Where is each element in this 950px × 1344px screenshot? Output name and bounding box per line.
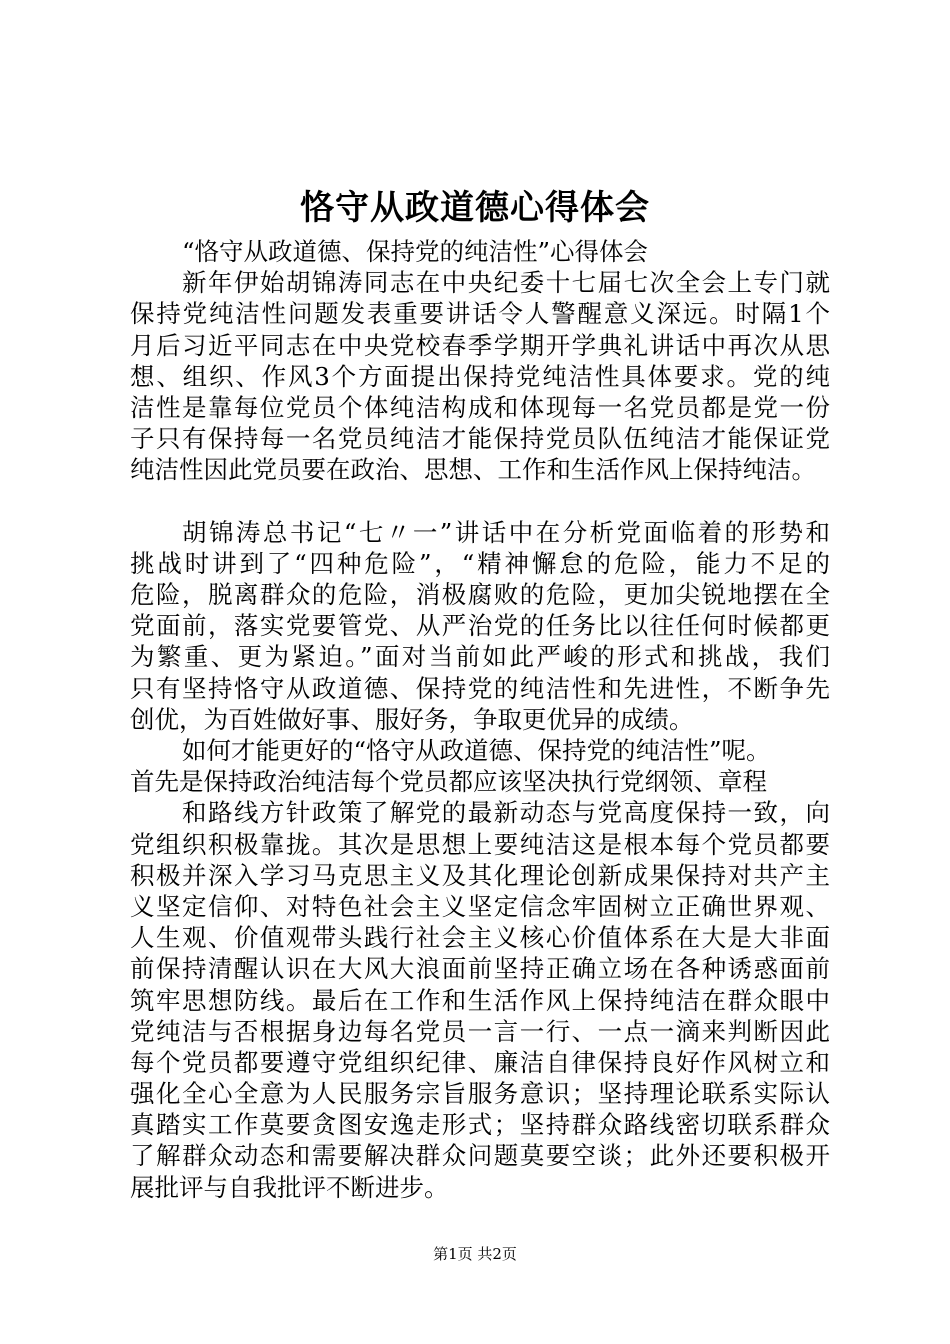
- text-line: 党组织积极靠拢。其次是思想上要纯洁这是根本每个党员都要: [130, 829, 830, 859]
- blank-line: [130, 486, 830, 517]
- subtitle-line: “恪守从政道德、保持党的纯洁性”心得体会: [182, 237, 649, 266]
- document-body: [130, 236, 830, 1203]
- text-line: 真踏实工作莫要贪图安逸走形式；坚持群众路线密切联系群众: [130, 1110, 830, 1140]
- text-line: 人生观、价值观带头践行社会主义核心价值体系在大是大非面: [130, 923, 830, 953]
- text-line: 纯洁性因此党员要在政治、思想、工作和生活作风上保持纯洁。: [130, 455, 816, 485]
- text-line: 党面前，落实党要管党、从严治党的任务比以往任何时候都更: [130, 611, 830, 641]
- text-line: 胡锦涛总书记“七〃一”讲话中在分析党面临着的形势和: [182, 517, 830, 547]
- text-line: 月后习近平同志在中央党校春季学期开学典礼讲话中再次从思: [130, 330, 830, 360]
- text-line: 义坚定信仰、对特色社会主义坚定信念牢固树立正确世界观、: [130, 891, 830, 921]
- text-line: 筑牢思想防线。最后在工作和生活作风上保持纯洁在群众眼中: [130, 985, 830, 1015]
- text-line: 保持党纯洁性问题发表重要讲话令人警醒意义深远。时隔1个: [130, 299, 830, 329]
- text-line: 想、组织、作风3个方面提出保持党纯洁性具体要求。党的纯: [130, 361, 830, 391]
- text-line: 危险，脱离群众的危险，消极腐败的危险，更加尖锐地摆在全: [130, 580, 830, 610]
- text-line: 党纯洁与否根据身边每名党员一言一行、一点一滴来判断因此: [130, 1016, 830, 1046]
- page-footer: 第1页 共2页: [433, 1245, 517, 1263]
- text-line: 如何才能更好的“恪守从政道德、保持党的纯洁性”呢。: [182, 736, 771, 765]
- text-line: 首先是保持政治纯洁每个党员都应该坚决执行党纲领、章程: [130, 767, 767, 797]
- text-line: 为繁重、更为紧迫。”面对当前如此严峻的形式和挑战，我们: [130, 642, 830, 672]
- text-line: 积极并深入学习马克思主义及其化理论创新成果保持对共产主: [130, 860, 830, 890]
- document-title: 恪守从政道德心得体会: [300, 188, 650, 228]
- text-line: 创优，为百姓做好事、服好务，争取更优异的成绩。: [130, 704, 694, 734]
- text-line: 了解群众动态和需要解决群众问题莫要空谈；此外还要积极开: [130, 1141, 830, 1171]
- text-line: 强化全心全意为人民服务宗旨服务意识；坚持理论联系实际认: [130, 1079, 830, 1109]
- text-line: 洁性是靠每位党员个体纯洁构成和体现每一名党员都是党一份: [130, 392, 830, 422]
- text-line: 前保持清醒认识在大风大浪面前坚持正确立场在各种诱惑面前: [130, 954, 830, 984]
- text-line: 挑战时讲到了“四种危险”，“精神懈怠的危险，能力不足的: [130, 548, 830, 578]
- text-line: 只有坚持恪守从政道德、保持党的纯洁性和先进性，不断争先: [130, 673, 830, 703]
- text-line: 展批评与自我批评不断进步。: [130, 1172, 449, 1202]
- text-line: 每个党员都要遵守党组织纪律、廉洁自律保持良好作风树立和: [130, 1047, 830, 1077]
- text-line: 子只有保持每一名党员纯洁才能保持党员队伍纯洁才能保证党: [130, 424, 830, 454]
- text-line: 和路线方针政策了解党的最新动态与党高度保持一致，向: [182, 798, 830, 828]
- text-line: 新年伊始胡锦涛同志在中央纪委十七届七次全会上专门就: [182, 268, 830, 298]
